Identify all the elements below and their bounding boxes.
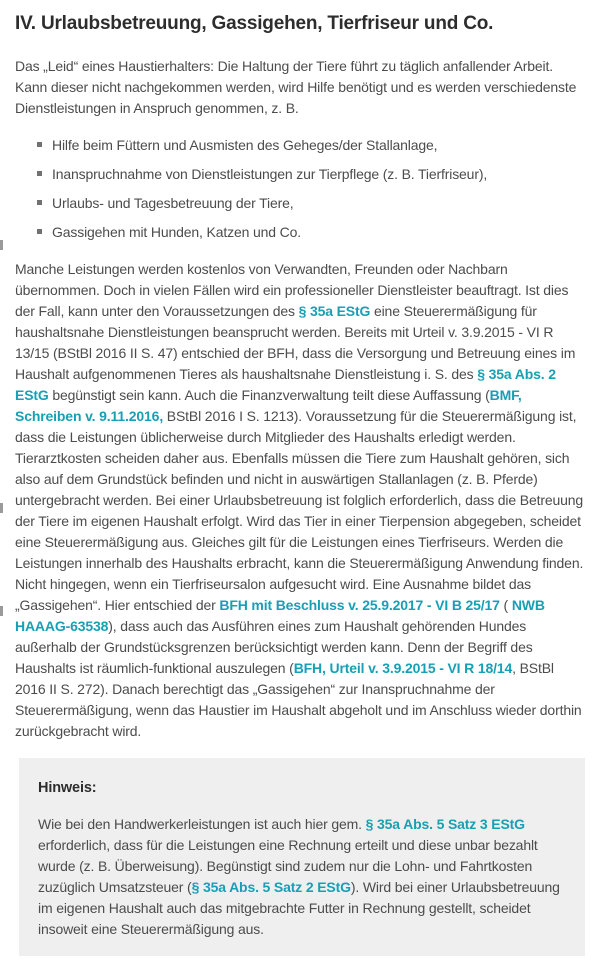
hinweis-heading: Hinweis: (38, 780, 97, 796)
link-35a-abs-5-satz-3-estg[interactable]: § 35a Abs. 5 Satz 3 EStG (365, 816, 525, 832)
margin-marker-icon (0, 503, 3, 513)
text-run: erforderlich, dass für die Leistungen eine Rechnung erteilt und diese unbar bezahlt wurde (z. B. Überweisung). Begünstigt sind zudem nur die Lohn- und Fahrtkosten zuzüglich Umsatzsteuer ( (38, 837, 538, 895)
text-run: ), dass auch das Ausführen eines zum Haushalt gehörenden Hundes außerhalb der Grundstücksgrenzen berücksichtigt werden kann. Denn der Begriff des Haushalts ist räumlich-funktional auszulegen ( (15, 618, 533, 676)
list-item (37, 222, 585, 243)
bullet-list (15, 133, 585, 243)
text-run: Wie bei den Handwerkerleistungen ist auch hier gem. (38, 816, 366, 832)
link-nwb-haaag-63538[interactable]: NWB HAAAG-63538 (15, 597, 545, 634)
text-run: , BStBl 2016 II S. 272). Danach berechtigt das „Gassigehen“ zur Inanspruchnahme der Steuerermäßigung, wenn das Haustier im Haushalt abgeholt und im Anschluss wieder dorthin zurückgebracht wird. (15, 660, 582, 739)
text-run: eine Steuerermäßigung für haushaltsnahe Dienstleistungen beansprucht werden. Bereits mit Urteil v. 3.9.2015 - VI R 13/15 (BStBl 2016 II S. 47) entschied der BFH, dass die Versorgung und Betreuung eines im Haushalt aufgenommenen Tieres als haushaltsnahe Dienstleistung i. S. des (15, 303, 576, 382)
list-item (37, 193, 585, 214)
list-item-text: Inanspruchnahme von Dienstleistungen zur Tierpflege (z. B. Tierfriseur), (52, 166, 488, 182)
hinweis-box (19, 758, 585, 956)
intro-paragraph: Das „Leid“ eines Haustierhalters: Die Haltung der Tiere führt zu täglich anfallender Arbeit. Kann dieser nicht nachgekommen werden, wird Hilfe benötigt und es werden verschiedenste Dienstleistungen in Anspruch genommen, z. B. (15, 58, 577, 116)
text-run: BStBl 2016 I S. 1213). Voraussetzung für die Steuerermäßigung ist, dass die Leistungen üblicherweise durch Mitglieder des Haushalts erledigt werden. Tierarztkosten scheiden daher aus. Ebenfalls müssen die Tiere zum Haushalt gehören, sich also auf dem Grundstück befinden und nicht in auswärtigen Stallanlagen (z. B. Pferde) untergebracht werden. Bei einer Urlaubsbetreuung ist folglich erforderlich, dass die Betreuung der Tiere im eigenen Haushalt erfolgt. Wird das Tier in einer Tierpension abgegeben, scheidet eine Steuerermäßigung aus. Gleiches gilt für die Leistungen eines Tierfriseurs. Werden die Leistungen innerhalb des Haushalts erbracht, kann die Steuerermäßigung Anwendung finden. Nicht hingegen, wenn ein Tierfriseursalon aufgesucht wird. Eine Ausnahme bildet das „Gassigehen“. Hier entschied der (15, 408, 584, 613)
bullet-square-icon (37, 142, 42, 147)
list-item (37, 164, 585, 185)
link-bfh-urteil[interactable]: BFH, Urteil v. 3.9.2015 - VI R 18/14 (293, 660, 513, 676)
section-title: IV. Urlaubsbetreuung, Gassigehen, Tierfriseur und Co. (15, 13, 494, 34)
list-item-text: Hilfe beim Füttern und Ausmisten des Geheges/der Stallanlage, (52, 137, 438, 153)
text-run: begünstigt sein kann. Auch die Finanzverwaltung teilt diese Auffassung ( (48, 387, 490, 403)
text-run: ). Wird bei einer Urlaubsbetreuung im eigenen Haushalt auch das mitgebrachte Futter in Rechnung gestellt, scheidet insoweit eine Steuerermäßigung aus. (38, 879, 560, 937)
link-35a-abs-5-satz-2-estg[interactable]: § 35a Abs. 5 Satz 2 EStG (191, 879, 351, 895)
margin-marker-icon (0, 240, 3, 250)
list-item-text: Urlaubs- und Tagesbetreuung der Tiere, (52, 195, 294, 211)
list-item-text: Gassigehen mit Hunden, Katzen und Co. (52, 224, 301, 240)
text-run: ( (499, 597, 512, 613)
bullet-square-icon (37, 229, 42, 234)
hinweis-body (38, 814, 566, 940)
link-bfh-beschluss[interactable]: BFH mit Beschluss v. 25.9.2017 - VI B 25/17 (219, 597, 500, 613)
list-item (37, 135, 585, 156)
main-paragraph (15, 259, 585, 742)
margin-marker-icon (0, 606, 3, 616)
link-35a-abs-2-estg[interactable]: § 35a Abs. 2 EStG (15, 366, 556, 403)
bullet-square-icon (37, 200, 42, 205)
link-bmf-schreiben[interactable]: BMF, Schreiben v. 9.11.2016, (15, 387, 522, 424)
link-35a-estg[interactable]: § 35a EStG (298, 303, 371, 319)
bullet-square-icon (37, 171, 42, 176)
text-run: Manche Leistungen werden kostenlos von Verwandten, Freunden oder Nachbarn übernommen. Doch in vielen Fällen wird ein professioneller Dienstleister beauftragt. Ist dies der Fall, kann unter den Voraussetzungen des (15, 261, 569, 319)
